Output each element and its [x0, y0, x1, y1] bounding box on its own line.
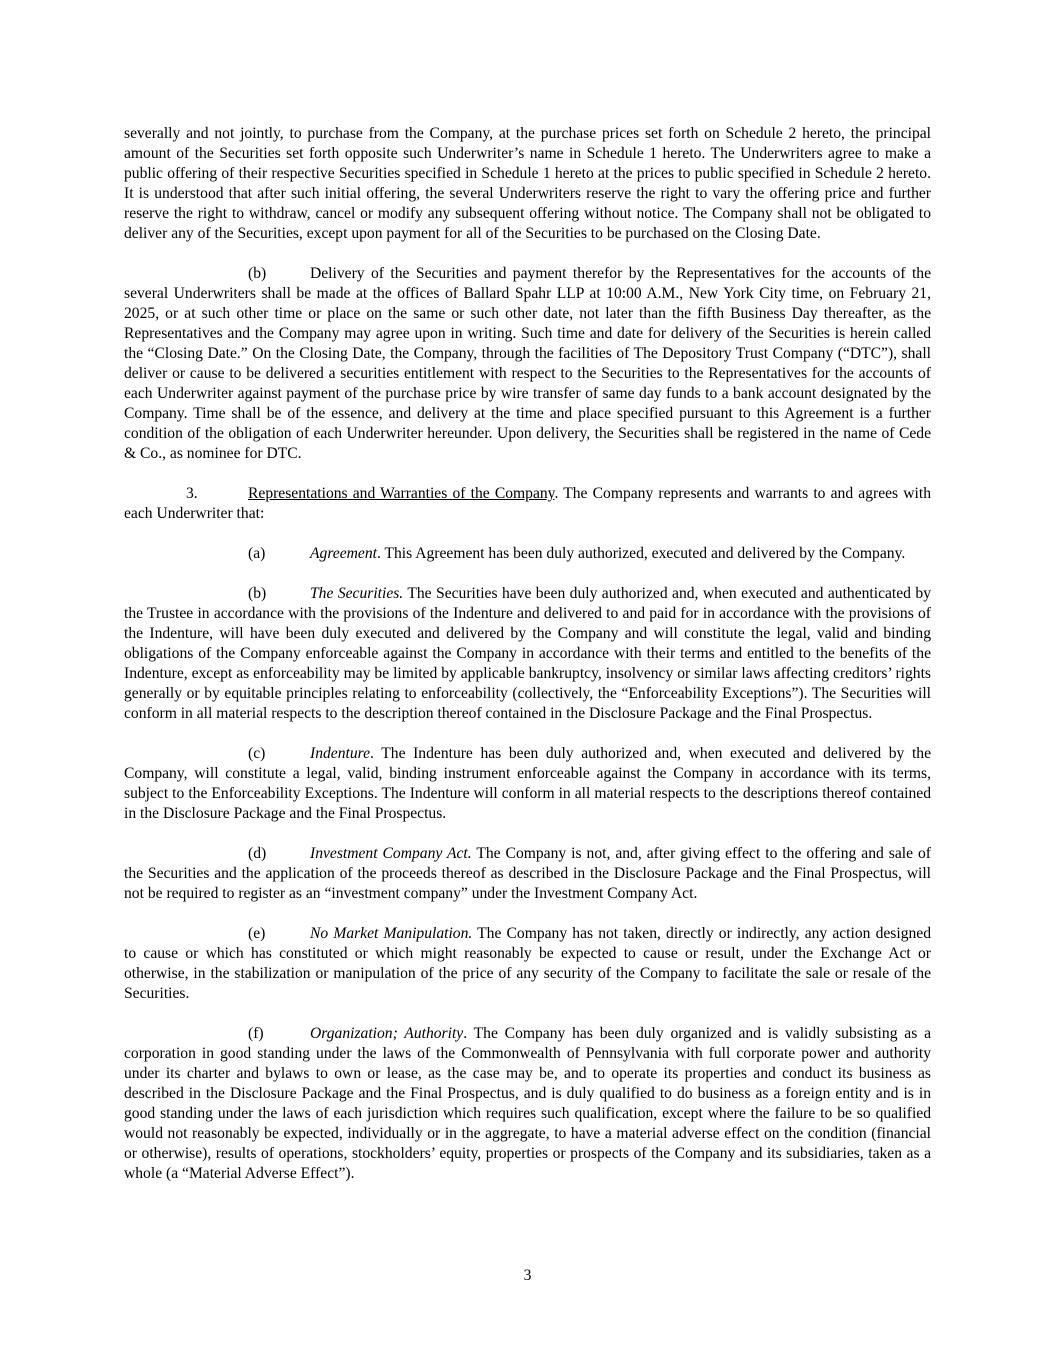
paragraph-text: . The Company has been duly organized and is validly subsisting as a corporation in good standing under the laws of the Commonwealth of Pennsylvania with full corporate power and authority under its charter and bylaws to own or lease, as the case may be, and to operate its properties and conduct its business as described in the Disclosure Package and the Final Prospectus, and is duly qualified to do business as a foreign entity and is in good standing under the laws of each jurisdiction which requires such qualification, except where the failure to be so qualified would not reasonably be expected, individually or in the aggregate, to have a material adverse effect on the condition (financial or otherwise), results of operations, stockholders’ equity, properties or prospects of the Company and its subsidiaries, taken as a whole (a “Material Adverse Effect”). [124, 1025, 931, 1182]
page-number: 3 [523, 1267, 532, 1284]
paragraph-2b-delivery [124, 264, 931, 464]
item-title: No Market Manipulation. [310, 925, 473, 942]
section-number: 3. [186, 485, 198, 502]
item-title: Investment Company Act. [310, 845, 472, 862]
item-number: (b) [248, 585, 267, 602]
paragraph-text: Delivery of the Securities and payment therefor by the Representatives for the accounts of the several Underwriters shall be made at the offices of Ballard Spahr LLP at 10:00 A.M., New York City time, on February 21, 2025, or at such other time or place on the same or such other date, not later than the fifth Business Day thereafter, as the Representatives and the Company may agree upon in writing. Such time and date for delivery of the Securities is herein called the “Closing Date.” On the Closing Date, the Company, through the facilities of The Depository Trust Company (“DTC”), shall deliver or cause to be delivered a securities entitlement with respect to the Securities to the Representatives for the accounts of each Underwriter against payment of the purchase price by wire transfer of same day funds to a bank account designated by the Company. Time shall be of the essence, and delivery at the time and place specified pursuant to this Agreement is a further condition of the obligation of each Underwriter hereunder. Upon delivery, the Securities shall be registered in the name of Cede & Co., as nominee for DTC. [124, 265, 931, 462]
item-title: Organization; Authority [310, 1025, 464, 1042]
item-number: (f) [248, 1025, 264, 1042]
item-title: The Securities. [310, 585, 404, 602]
item-title: Indenture [310, 745, 371, 762]
paragraph-text: The Company has not taken, directly or indirectly, any action designed to cause or which has constituted or which might reasonably be expected to cause or result, under the Exchange Act or otherwise, in the stabilization or manipulation of the price of any security of the Company to facilitate the sale or resale of the Securities. [124, 925, 932, 1002]
paragraph-text: The Company is not, and, after giving effect to the offering and sale of the Securities and the application of the proceeds thereof as described in the Disclosure Package and the Final Prospectus, will not be required to register as an “investment company” under the Investment Company Act. [124, 845, 931, 902]
paragraph-text: . The Indenture has been duly authorized and, when executed and delivered by the Company, will constitute a legal, valid, binding instrument enforceable against the Company in accordance with its terms, subject to the Enforceability Exceptions. The Indenture will conform in all material respects to the descriptions thereof contained in the Disclosure Package and the Final Prospectus. [124, 745, 931, 822]
paragraph-continuation: severally and not jointly, to purchase from the Company, at the purchase prices set forth on Schedule 2 hereto, the principal amount of the Securities set forth opposite such Underwriter’s name in Schedule 1 hereto. The Underwriters agree to make a public offering of their respective Securities specified in Schedule 1 hereto at the prices to public specified in Schedule 2 hereto. It is understood that after such initial offering, the several Underwriters reserve the right to vary the offering price and further reserve the right to withdraw, cancel or modify any subsequent offering without notice. The Company shall not be obligated to deliver any of the Securities, except upon payment for all of the Securities to be purchased on the Closing Date. [124, 125, 931, 242]
section-title: Representations and Warranties of the Company [248, 485, 555, 502]
paragraph-text: The Securities have been duly authorized and, when executed and authenticated by the Trustee in accordance with the provisions of the Indenture and delivered to and paid for in accordance with the provisions of the Indenture, will have been duly executed and delivered by the Company and will constitute the legal, valid and binding obligations of the Company enforceable against the Company in accordance with their terms and entitled to the benefits of the Indenture, except as enforceability may be limited by applicable bankruptcy, insolvency or similar laws affecting creditors’ rights generally or by equitable principles relating to enforceability (collectively, the “Enforceability Exceptions”). The Securities will conform in all material respects to the description thereof contained in the Disclosure Package and the Final Prospectus. [124, 585, 931, 722]
item-number: (d) [248, 845, 267, 862]
paragraph-text: . This Agreement has been duly authorized, executed and delivered by the Company. [376, 545, 906, 562]
item-number: (a) [248, 545, 266, 562]
item-number: (c) [248, 745, 266, 762]
document-page [124, 124, 931, 1184]
item-title: Agreement [310, 545, 377, 562]
paragraph-3b-securities [124, 584, 931, 724]
item-number: (e) [248, 925, 266, 942]
item-number: (b) [248, 265, 267, 282]
section-3-heading-paragraph [124, 484, 931, 524]
paragraph-3e-no-market-manipulation [124, 924, 931, 1004]
paragraph-3c-indenture [124, 744, 931, 824]
paragraph-3d-investment-company-act [124, 844, 931, 904]
paragraph-3a-agreement [124, 544, 931, 564]
section-text: . The Company represents and warrants to and agrees with each Underwriter that: [124, 485, 931, 522]
paragraph-3f-organization-authority [124, 1024, 931, 1184]
